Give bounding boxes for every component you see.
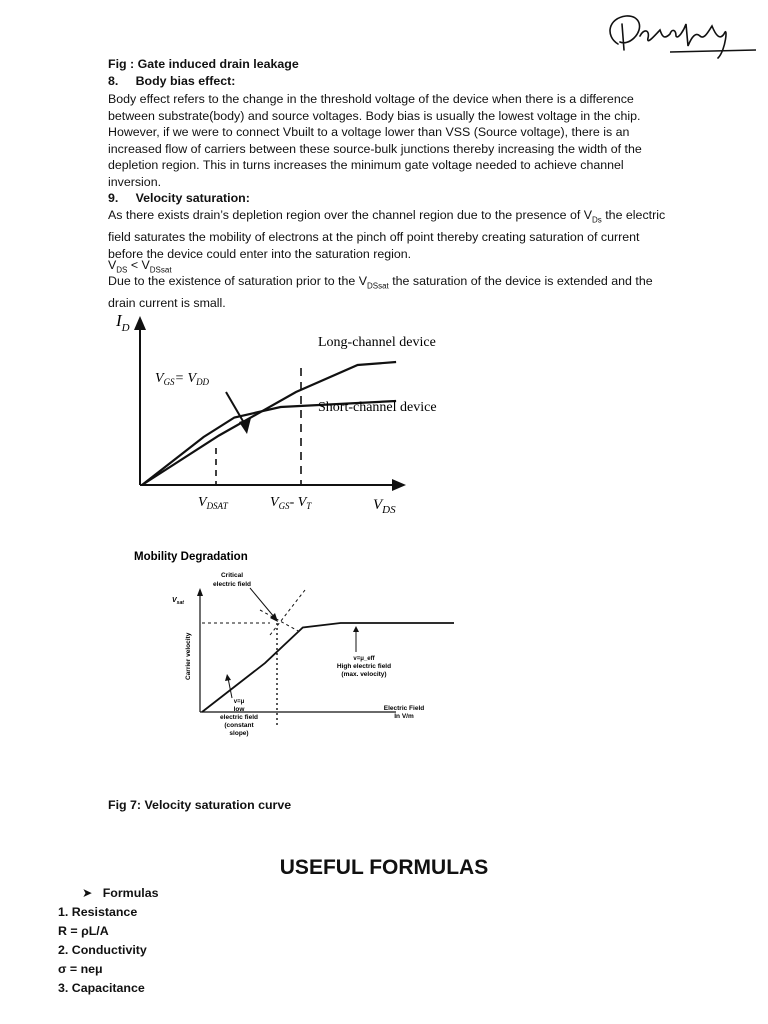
low-label-3: electric field	[220, 714, 258, 721]
formulas-title: USEFUL FORMULAS	[279, 856, 489, 879]
low-label-1: v=μ	[233, 699, 245, 705]
critical-arrow-head	[270, 613, 278, 622]
section8-heading	[108, 73, 678, 90]
fig-caption-gidl: Fig : Gate induced drain leakage	[108, 57, 299, 71]
critical-label-1: Critical	[220, 572, 244, 579]
mob-x-label-1: Electric Field	[383, 705, 425, 712]
section9-heading	[108, 190, 678, 207]
formula-item: σ = neμ	[58, 962, 103, 976]
x-axis-label: $V_{DS}$	[373, 497, 396, 516]
low-label-5: slope)	[229, 730, 249, 737]
formula-item: R = ρL/A	[58, 924, 109, 938]
section9-conclusion	[108, 273, 678, 312]
cond-op: < V	[127, 258, 150, 272]
high-label-3: (max. velocity)	[341, 671, 387, 678]
formulas-bullet-label: Formulas	[102, 886, 159, 900]
low-label-4: (constant	[224, 722, 254, 729]
fig7-caption: Fig 7: Velocity saturation curve	[108, 798, 292, 812]
formula-item: 3. Capacitance	[58, 981, 145, 995]
conclusion-text-a: Due to the existence of saturation prior to the V	[108, 274, 367, 288]
section9-body	[108, 207, 678, 262]
high-field-arrow-head	[353, 626, 359, 632]
formulas-bullet	[58, 884, 159, 903]
conclusion-sub: DSsat	[366, 281, 389, 291]
long-channel-label: Long-channel device	[318, 335, 436, 350]
section9-body-text-b: the electric field saturates the mobility of electrons at the pinch off point thereby creating saturation of current before the device could enter into the saturation region.	[108, 208, 666, 261]
vgs-vt-label: $V_{GS}-$ $V_T$	[270, 495, 312, 511]
mob-y-arrow	[197, 588, 203, 596]
arrow-bullet-icon: ➤	[82, 886, 93, 900]
section8-number: 8.	[108, 74, 119, 88]
high-label-1: v=μ_eff	[353, 656, 375, 662]
mob-x-label-2: In V/m	[394, 713, 414, 720]
section8-body: Body effect refers to the change in the threshold voltage of the device when there is a difference between substrate(body) and source voltages. Body bias is usually the lowest voltage in the chip. However, if we were to connect Vbuilt to a voltage lower than VSS (Source voltage), there is an increased flow of carriers between these source-bulk junctions thereby increasing the width of the depletion region. This in turns increases the minimum gate voltage needed to achieve channel inversion.	[108, 92, 642, 189]
y-axis-arrow	[134, 316, 146, 330]
vgs-vdd-label: $V_{GS}= V_{DD}$	[155, 371, 210, 387]
critical-label-2: electric field	[213, 581, 251, 588]
x-axis-arrow	[392, 479, 406, 491]
section9-title: Velocity saturation:	[135, 191, 250, 205]
high-label-2: High electric field	[336, 663, 392, 670]
mobility-degradation-chart	[120, 540, 490, 770]
section9-body-sub: Ds	[592, 215, 602, 225]
id-vds-chart	[100, 310, 460, 520]
mobility-title: Mobility Degradation	[134, 551, 248, 563]
flat-extension	[260, 610, 300, 632]
low-label-2: low	[233, 706, 245, 713]
cond-a-sub: DS	[116, 265, 128, 275]
vgs-arrow-head	[239, 418, 251, 434]
conclusion-text-b: the saturation of the device is extended and the drain current is small.	[108, 274, 653, 311]
formula-item: 1. Resistance	[58, 905, 138, 919]
vsat-label: $V_{sat}$	[172, 597, 184, 606]
critical-arrow	[250, 588, 275, 618]
formula-item: 2. Conductivity	[58, 943, 147, 957]
slope-extension	[270, 590, 305, 635]
cond-b-sub: DSsat	[149, 265, 172, 275]
low-field-arrow	[228, 678, 232, 698]
section8-title: Body bias effect:	[135, 74, 236, 88]
section9-number: 9.	[108, 191, 119, 205]
mob-y-label: Carrier velocity	[185, 632, 192, 680]
vdsat-label: $V_{DSAT}$	[198, 495, 228, 511]
section9-body-text-a: As there exists drain’s depletion region over the channel region due to the presence of V	[108, 208, 593, 222]
low-field-arrow-head	[225, 674, 231, 681]
cond-a: V	[108, 258, 117, 272]
short-channel-label: Short-channel device	[318, 400, 437, 415]
formulas-list	[58, 884, 159, 998]
y-axis-label: $I_D$	[116, 311, 130, 334]
